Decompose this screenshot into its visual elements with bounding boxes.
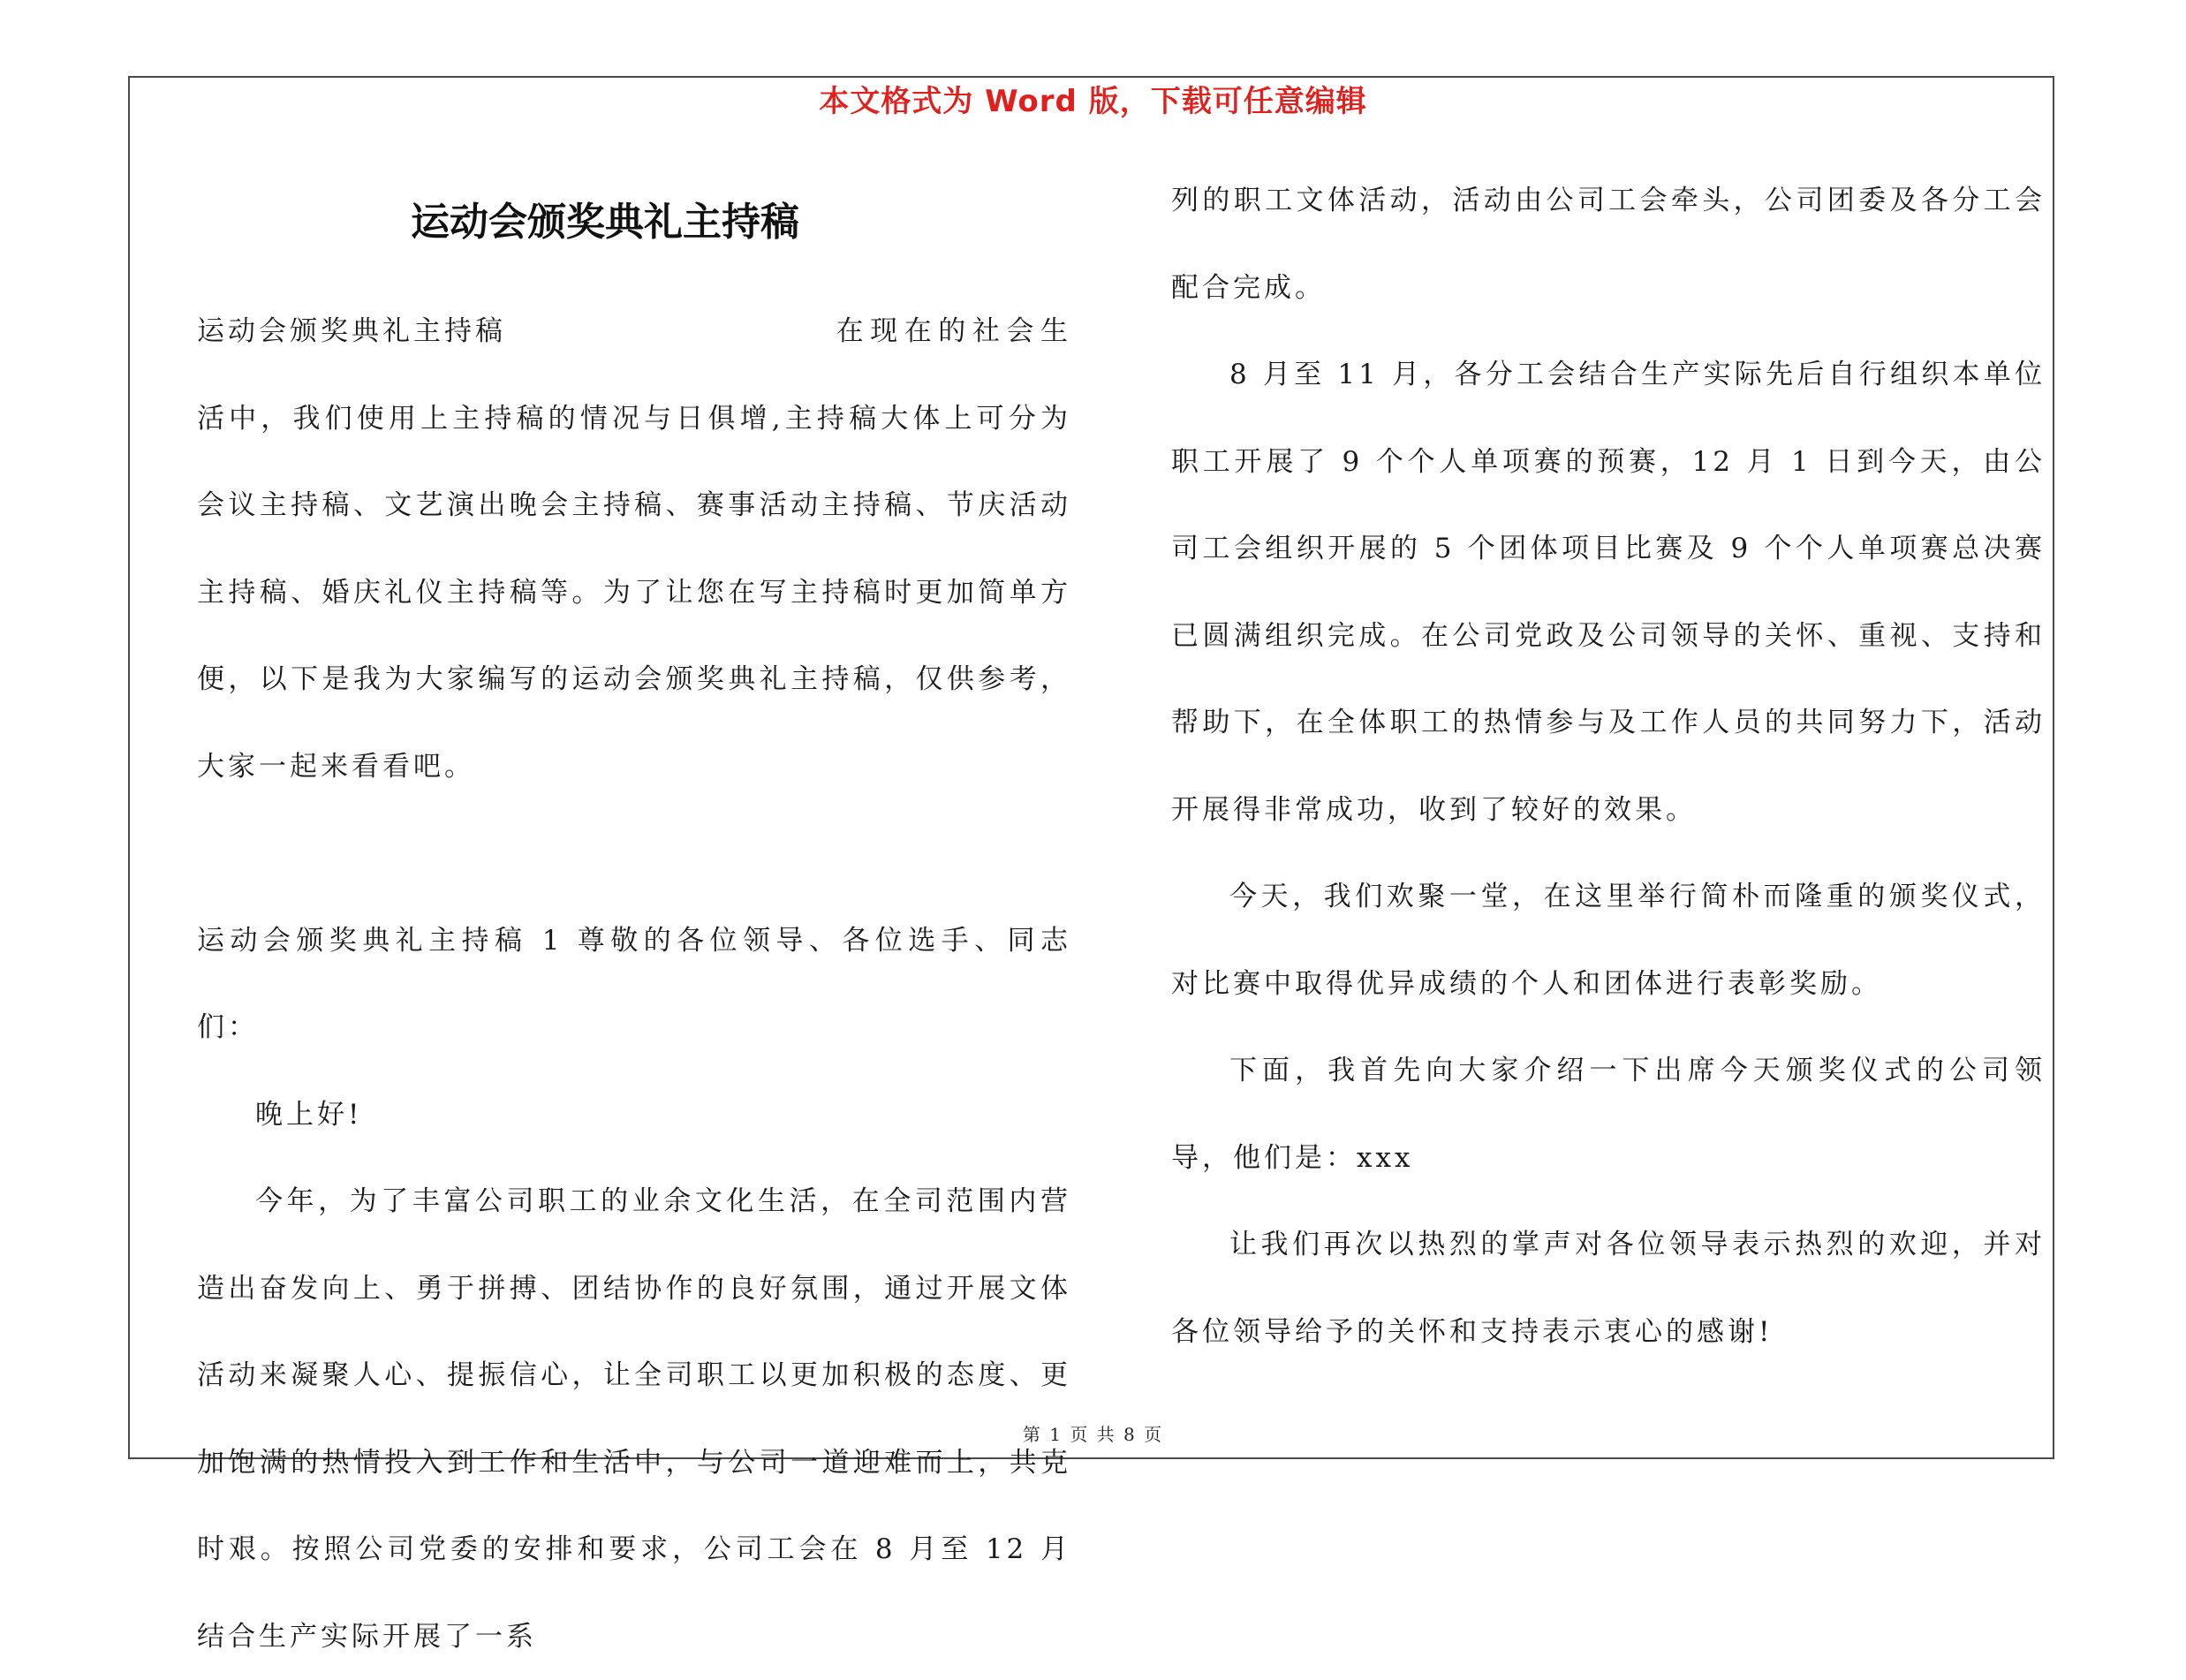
body-paragraph-1: 今年，为了丰富公司职工的业余文化生活，在全司范围内营造出奋发向上、勇于拼搏、团结协作的良好氛围，通过开展文体活动来凝聚人心、提振信心，让全司职工以更加积极的态度、更加饱满的热情投入到工作和生活中，与公司一道迎难而上，共克时艰。按照公司党委的安排和要求，公司工会在 8 月至 12 月结合生产实际开展了一系: [197, 1185, 1071, 1653]
right-column: [1171, 157, 2046, 1375]
intro-body: 在现在的社会生活中，我们使用上主持稿的情况与日俱增,主持稿大体上可分为会议主持稿、文艺演出晚会主持稿、赛事活动主持稿、节庆活动主持稿、婚庆礼仪主持稿等。为了让您在写主持稿时更加简单方便，以下是我为大家编写的运动会颁奖典礼主持稿，仅供参考，大家一起来看看吧。: [197, 315, 1071, 783]
document-title: 运动会颁奖典礼主持稿: [411, 200, 799, 245]
body-paragraph-5: 让我们再次以热烈的掌声对各位领导表示热烈的欢迎，并对各位领导给予的关怀和支持表示衷心的感谢!: [1171, 1229, 2046, 1348]
intro-heading: 运动会颁奖典礼主持稿: [197, 315, 506, 347]
body-paragraph-1-continued: 列的职工文体活动，活动由公司工会牵头，公司团委及各分工会配合完成。: [1171, 185, 2046, 304]
body-paragraph-3: 今天，我们欢聚一堂，在这里举行简朴而隆重的颁奖仪式，对比赛中取得优异成绩的个人和团体进行表彰奖励。: [1171, 881, 2046, 1000]
editable-banner: 本文格式为 Word 版，下载可任意编辑: [819, 84, 1367, 119]
intro-paragraph: [197, 288, 1071, 810]
page-number-footer: 第 1 页 共 8 页: [1022, 1424, 1164, 1445]
paragraph-spacer: [197, 810, 1071, 897]
body-paragraph-4: 下面，我首先向大家介绍一下出席今天颁奖仪式的公司领导，他们是：xxx: [1171, 1055, 2046, 1174]
left-column: [197, 288, 1071, 1680]
section-opening: 运动会颁奖典礼主持稿 1 尊敬的各位领导、各位选手、同志们：: [197, 924, 1071, 1043]
body-paragraph-2: 8 月至 11 月，各分工会结合生产实际先后自行组织本单位职工开展了 9 个个人单项赛的预赛，12 月 1 日到今天，由公司工会组织开展的 5 个团体项目比赛及 9 个个人单项赛总决赛已圆满组织完成。在公司党政及公司领导的关怀、重视、支持和帮助下，在全体职工的热情参与及工作人员的共同努力下，活动开展得非常成功，收到了较好的效果。: [1171, 359, 2046, 826]
greeting-line: 晚上好!: [255, 1098, 363, 1131]
